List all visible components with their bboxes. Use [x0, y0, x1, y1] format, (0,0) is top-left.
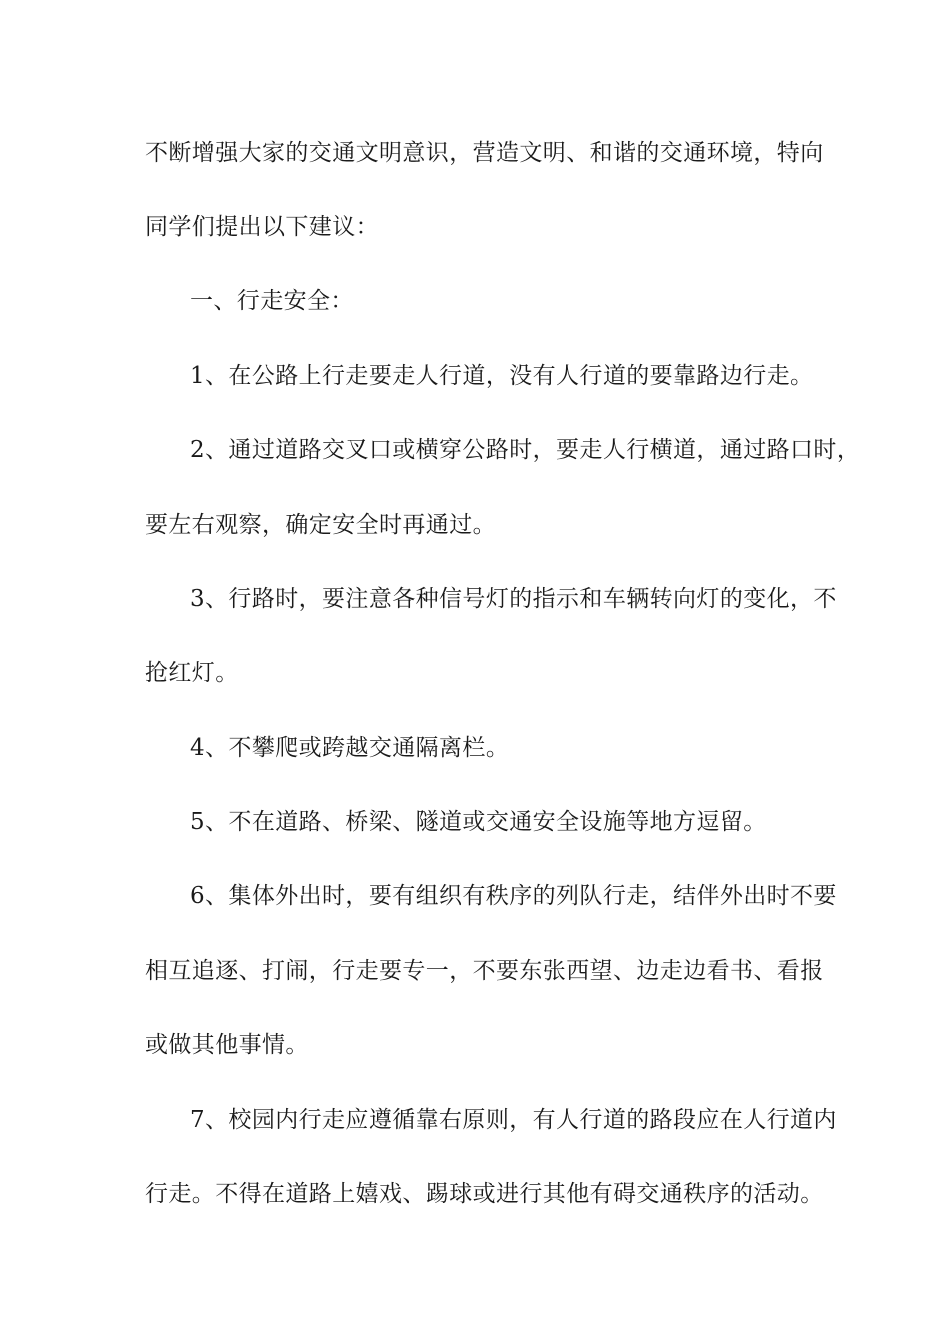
list-item-line: 相互追逐、打闹，行走要专一，不要东张西望、边走边看书、看报 — [145, 958, 824, 984]
list-item-line: 或做其他事情。 — [145, 1032, 309, 1058]
list-item-line: 7、校园内行走应遵循靠右原则，有人行道的路段应在人行道内 — [190, 1107, 837, 1133]
paragraph-line: 同学们提出以下建议： — [145, 214, 379, 240]
list-item-line: 行走。不得在道路上嬉戏、踢球或进行其他有碍交通秩序的活动。 — [145, 1181, 824, 1207]
list-item-line: 3、行路时，要注意各种信号灯的指示和车辆转向灯的变化，不 — [190, 586, 837, 612]
list-item-line: 抢红灯。 — [145, 660, 239, 686]
list-item-line: 1、在公路上行走要走人行道，没有人行道的要靠路边行走。 — [190, 363, 814, 389]
list-item-line: 5、不在道路、桥梁、隧道或交通安全设施等地方逗留。 — [190, 809, 767, 835]
paragraph-line: 不断增强大家的交通文明意识，营造文明、和谐的交通环境，特向 — [145, 140, 824, 166]
list-item-line: 2、通过道路交叉口或横穿公路时，要走人行横道，通过路口时， — [190, 437, 861, 463]
list-item-line: 要左右观察，确定安全时再通过。 — [145, 512, 496, 538]
section-heading: 一、行走安全： — [190, 288, 354, 314]
list-item-line: 4、不攀爬或跨越交通隔离栏。 — [190, 735, 510, 761]
list-item-line: 6、集体外出时，要有组织有秩序的列队行走，结伴外出时不要 — [190, 883, 837, 909]
